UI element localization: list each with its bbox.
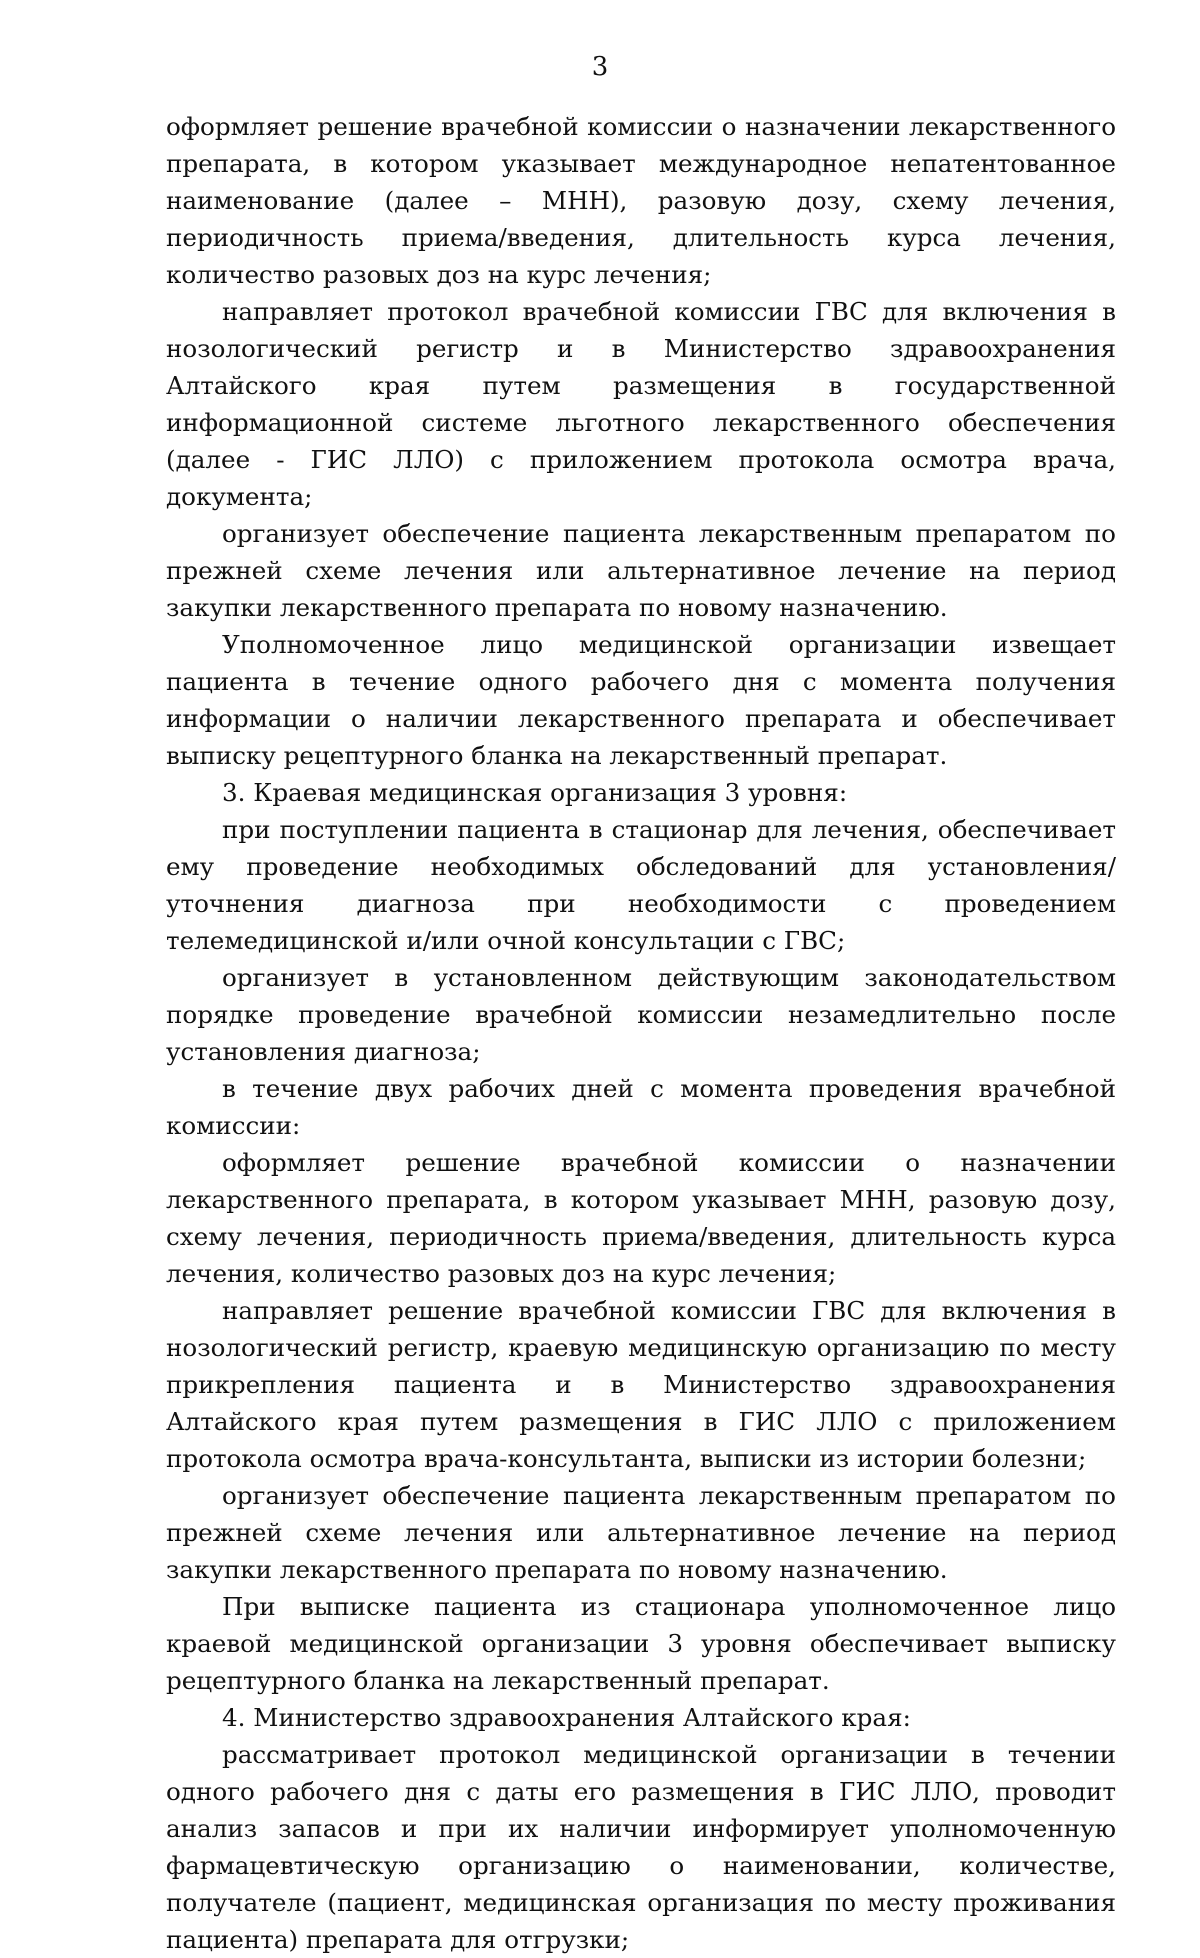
- paragraph: оформляет решение врачебной комиссии о назначении лекарственного препарата, в котором указывает международное непатентованное наименование (далее – МНН), разовую дозу, схему лечения, периодичность приема/введения, длительность курса лечения, количество разовых доз на курс лечения;: [166, 112, 1116, 289]
- paragraph: рассматривает протокол медицинской организации в течении одного рабочего дня с даты его размещения в ГИС ЛЛО, проводит анализ запасов и при их наличии информирует уполномоченную фармацевтическую организацию о наименовании, количестве, получателе (пациент, медицинская организация по месту проживания пациента) препарата для отгрузки;: [166, 1740, 1116, 1954]
- paragraph: оформляет решение врачебной комиссии о назначении лекарственного препарата, в котором указывает МНН, разовую дозу, схему лечения, периодичность приема/введения, длительность курса лечения, количество разовых доз на курс лечения;: [166, 1148, 1116, 1288]
- paragraph: Уполномоченное лицо медицинской организации извещает пациента в течение одного рабочего дня с момента получения информации о наличии лекарственного препарата и обеспечивает выписку рецептурного бланка на лекарственный препарат.: [166, 630, 1116, 770]
- document-body: [166, 108, 1116, 1958]
- paragraph: организует обеспечение пациента лекарственным препаратом по прежней схеме лечения или альтернативное лечение на период закупки лекарственного препарата по новому назначению.: [166, 519, 1116, 622]
- paragraph: При выписке пациента из стационара уполномоченное лицо краевой медицинской организации 3 уровня обеспечивает выписку рецептурного бланка на лекарственный препарат.: [166, 1592, 1116, 1695]
- paragraph: организует в установленном действующим законодательством порядке проведение врачебной комиссии незамедлительно после установления диагноза;: [166, 963, 1116, 1066]
- paragraph: при поступлении пациента в стационар для лечения, обеспечивает ему проведение необходимых обследований для установления/уточнения диагноза при необходимости с проведением телемедицинской и/или очной консультации с ГВС;: [166, 815, 1116, 955]
- paragraph: организует обеспечение пациента лекарственным препаратом по прежней схеме лечения или альтернативное лечение на период закупки лекарственного препарата по новому назначению.: [166, 1481, 1116, 1584]
- paragraph: направляет протокол врачебной комиссии ГВС для включения в нозологический регистр и в Министерство здравоохранения Алтайского края путем размещения в государственной информационной системе льготного лекарственного обеспечения (далее - ГИС ЛЛО) с приложением протокола осмотра врача, документа;: [166, 297, 1116, 511]
- page-number: 3: [591, 52, 609, 82]
- paragraph: в течение двух рабочих дней с момента проведения врачебной комиссии:: [166, 1074, 1116, 1140]
- section-heading: 3. Краевая медицинская организация 3 уровня:: [222, 778, 848, 807]
- section-heading: 4. Министерство здравоохранения Алтайского края:: [222, 1703, 911, 1732]
- paragraph: направляет решение врачебной комиссии ГВС для включения в нозологический регистр, краевую медицинскую организацию по месту прикрепления пациента и в Министерство здравоохранения Алтайского края путем размещения в ГИС ЛЛО с приложением протокола осмотра врача-консультанта, выписки из истории болезни;: [166, 1296, 1116, 1473]
